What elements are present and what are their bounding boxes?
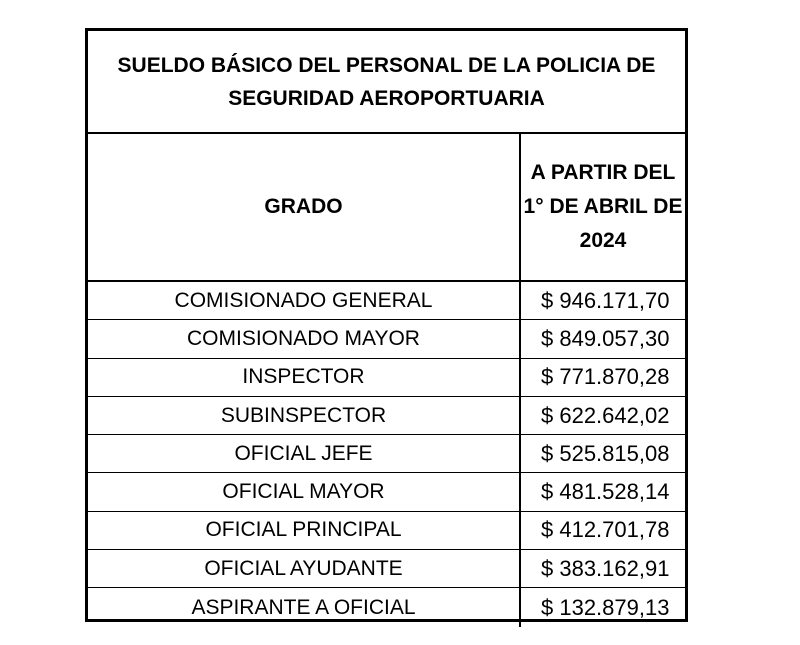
table-row [88,359,685,397]
monto-cell: $ 481.528,14 [541,479,670,505]
monto-cell: $ 383.162,91 [541,555,670,581]
monto-cell: $ 412.701,78 [541,517,670,543]
table-row [88,512,685,550]
monto-cell: $ 771.870,28 [541,364,670,390]
monto-cell: $ 525.815,08 [541,440,670,466]
grado-cell: OFICIAL JEFE [88,435,521,472]
column-header-fecha-text: A PARTIR DEL 1° DE ABRIL DE 2024 [523,161,683,252]
table-row [88,435,685,473]
grado-cell: ASPIRANTE A OFICIAL [88,588,521,626]
grado-cell: OFICIAL MAYOR [88,473,521,510]
column-header-fecha [521,134,685,282]
grado-cell: SUBINSPECTOR [88,397,521,434]
table-row [88,473,685,511]
table-row [88,320,685,358]
table-row [88,282,685,320]
monto-cell: $ 622.642,02 [541,402,670,428]
grado-cell: INSPECTOR [88,359,521,396]
table-row [88,550,685,588]
table-body [88,282,685,627]
table-title-text: SUELDO BÁSICO DEL PERSONAL DE LA POLICIA DE SEGURIDAD AEROPORTUARIA [117,53,656,110]
table-row [88,588,685,626]
table-title [88,31,685,134]
monto-cell: $ 946.171,70 [541,287,670,313]
monto-cell: $ 132.879,13 [541,594,670,620]
grado-cell: OFICIAL PRINCIPAL [88,512,521,549]
monto-cell: $ 849.057,30 [541,325,670,351]
grado-cell: COMISIONADO MAYOR [88,320,521,357]
grado-cell: COMISIONADO GENERAL [88,282,521,319]
grado-cell: OFICIAL AYUDANTE [88,550,521,587]
salary-table [85,28,688,622]
table-row [88,397,685,435]
column-header-grado: GRADO [88,134,521,282]
